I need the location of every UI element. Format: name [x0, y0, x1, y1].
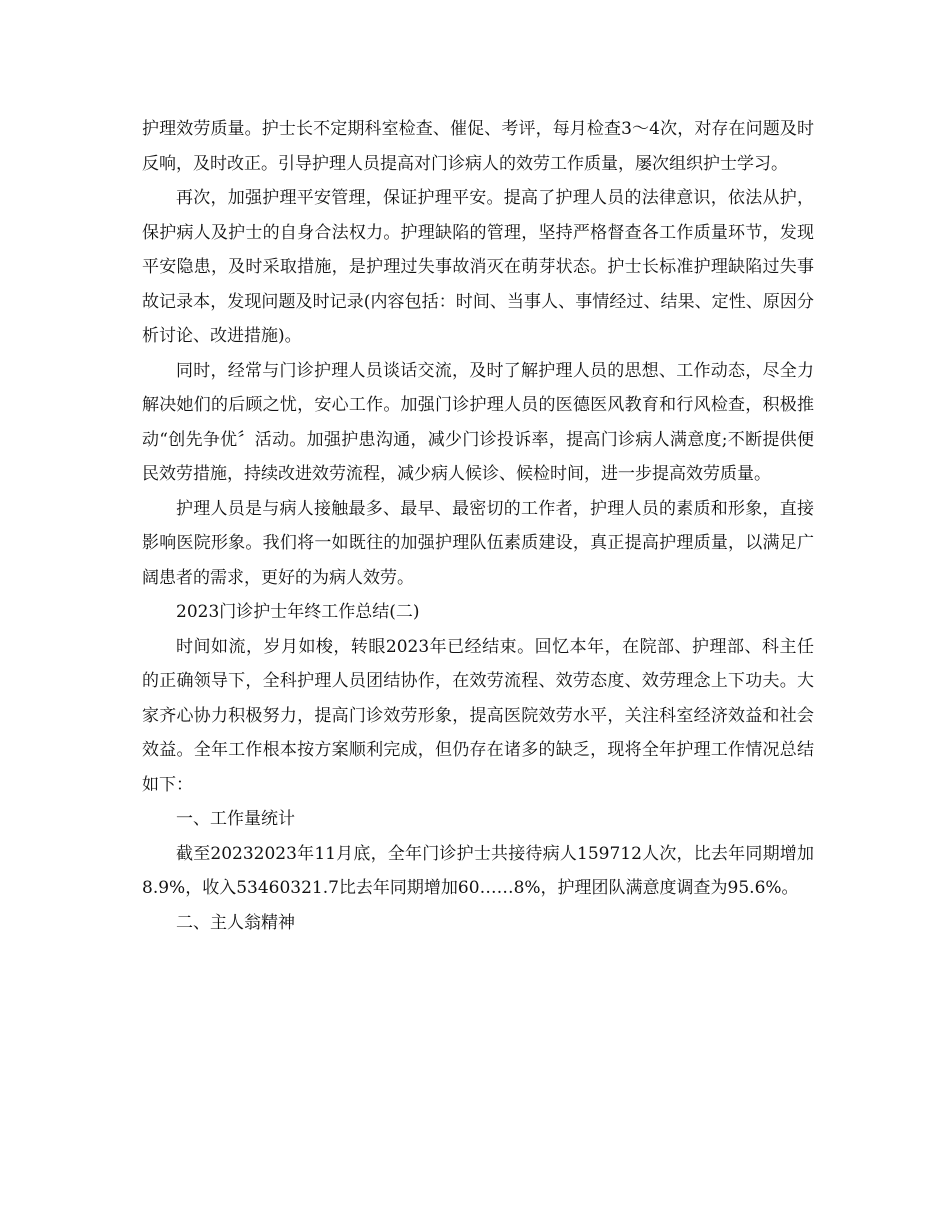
section-title-summary-two: 2023门诊护士年终工作总结(二) — [176, 602, 420, 622]
paragraph-year-review: 时间如流，岁月如梭，转眼2023年已经结束。回忆本年，在院部、护理部、科主任的正确领导下，全科护理人员团结协作，在效劳流程、效劳态度、效劳理念上下功夫。大家齐心协力积极努力，提高门诊效劳形象，提高医院效劳水平，关注科室经济效益和社会效益。全年工作根本按方案顺利完成，但仍存在诸多的缺乏，现将全年护理工作情况总结如下： — [142, 636, 814, 795]
paragraph-communication: 同时，经常与门诊护理人员谈话交流，及时了解护理人员的思想、工作动态，尽全力解决她们的后顾之忧，安心工作。加强门诊护理人员的医德医风教育和行风检查，积极推动“创先争优〞活动。加强护患沟通，减少门诊投诉率，提高门诊病人满意度;不断提供便民效劳措施，持续改进效劳流程，减少病人候诊、候检时间，进一步提高效劳质量。 — [142, 360, 814, 484]
paragraph-workload-figures: 截至20232023年11月底，全年门诊护士共接待病人159712人次，比去年同期增加8.9%，收入53460321.7比去年同期增加60……8%，护理团队满意度调查为95.6%。 — [142, 843, 814, 898]
heading-workload-statistics: 一、工作量统计 — [176, 809, 295, 829]
paragraph-safety-management: 再次，加强护理平安管理，保证护理平安。提高了护理人员的法律意识，依法从护，保护病人及护士的自身合法权力。护理缺陷的管理，坚持严格督查各工作质量环节，发现平安隐患，及时采取措施，是护理过失事故消灭在萌芽状态。护士长标准护理缺陷过失事故记录本，发现问题及时记录(内容包括：时间、当事人、事情经过、结果、定性、原因分析讨论、改进措施)。 — [142, 188, 814, 346]
heading-ownership-spirit: 二、主人翁精神 — [176, 912, 295, 933]
paragraph-service-quality: 护理效劳质量。护士长不定期科室检查、催促、考评，每月检查3～4次，对存在问题及时反响，及时改正。引导护理人员提高对门诊病人的效劳工作质量，屡次组织护士学习。 — [142, 119, 814, 174]
document-body — [142, 112, 814, 940]
paragraph-staff-quality: 护理人员是与病人接触最多、最早、最密切的工作者，护理人员的素质和形象，直接影响医院形象。我们将一如既往的加强护理队伍素质建设，真正提高护理质量，以满足广阔患者的需求，更好的为病人效劳。 — [142, 498, 814, 588]
